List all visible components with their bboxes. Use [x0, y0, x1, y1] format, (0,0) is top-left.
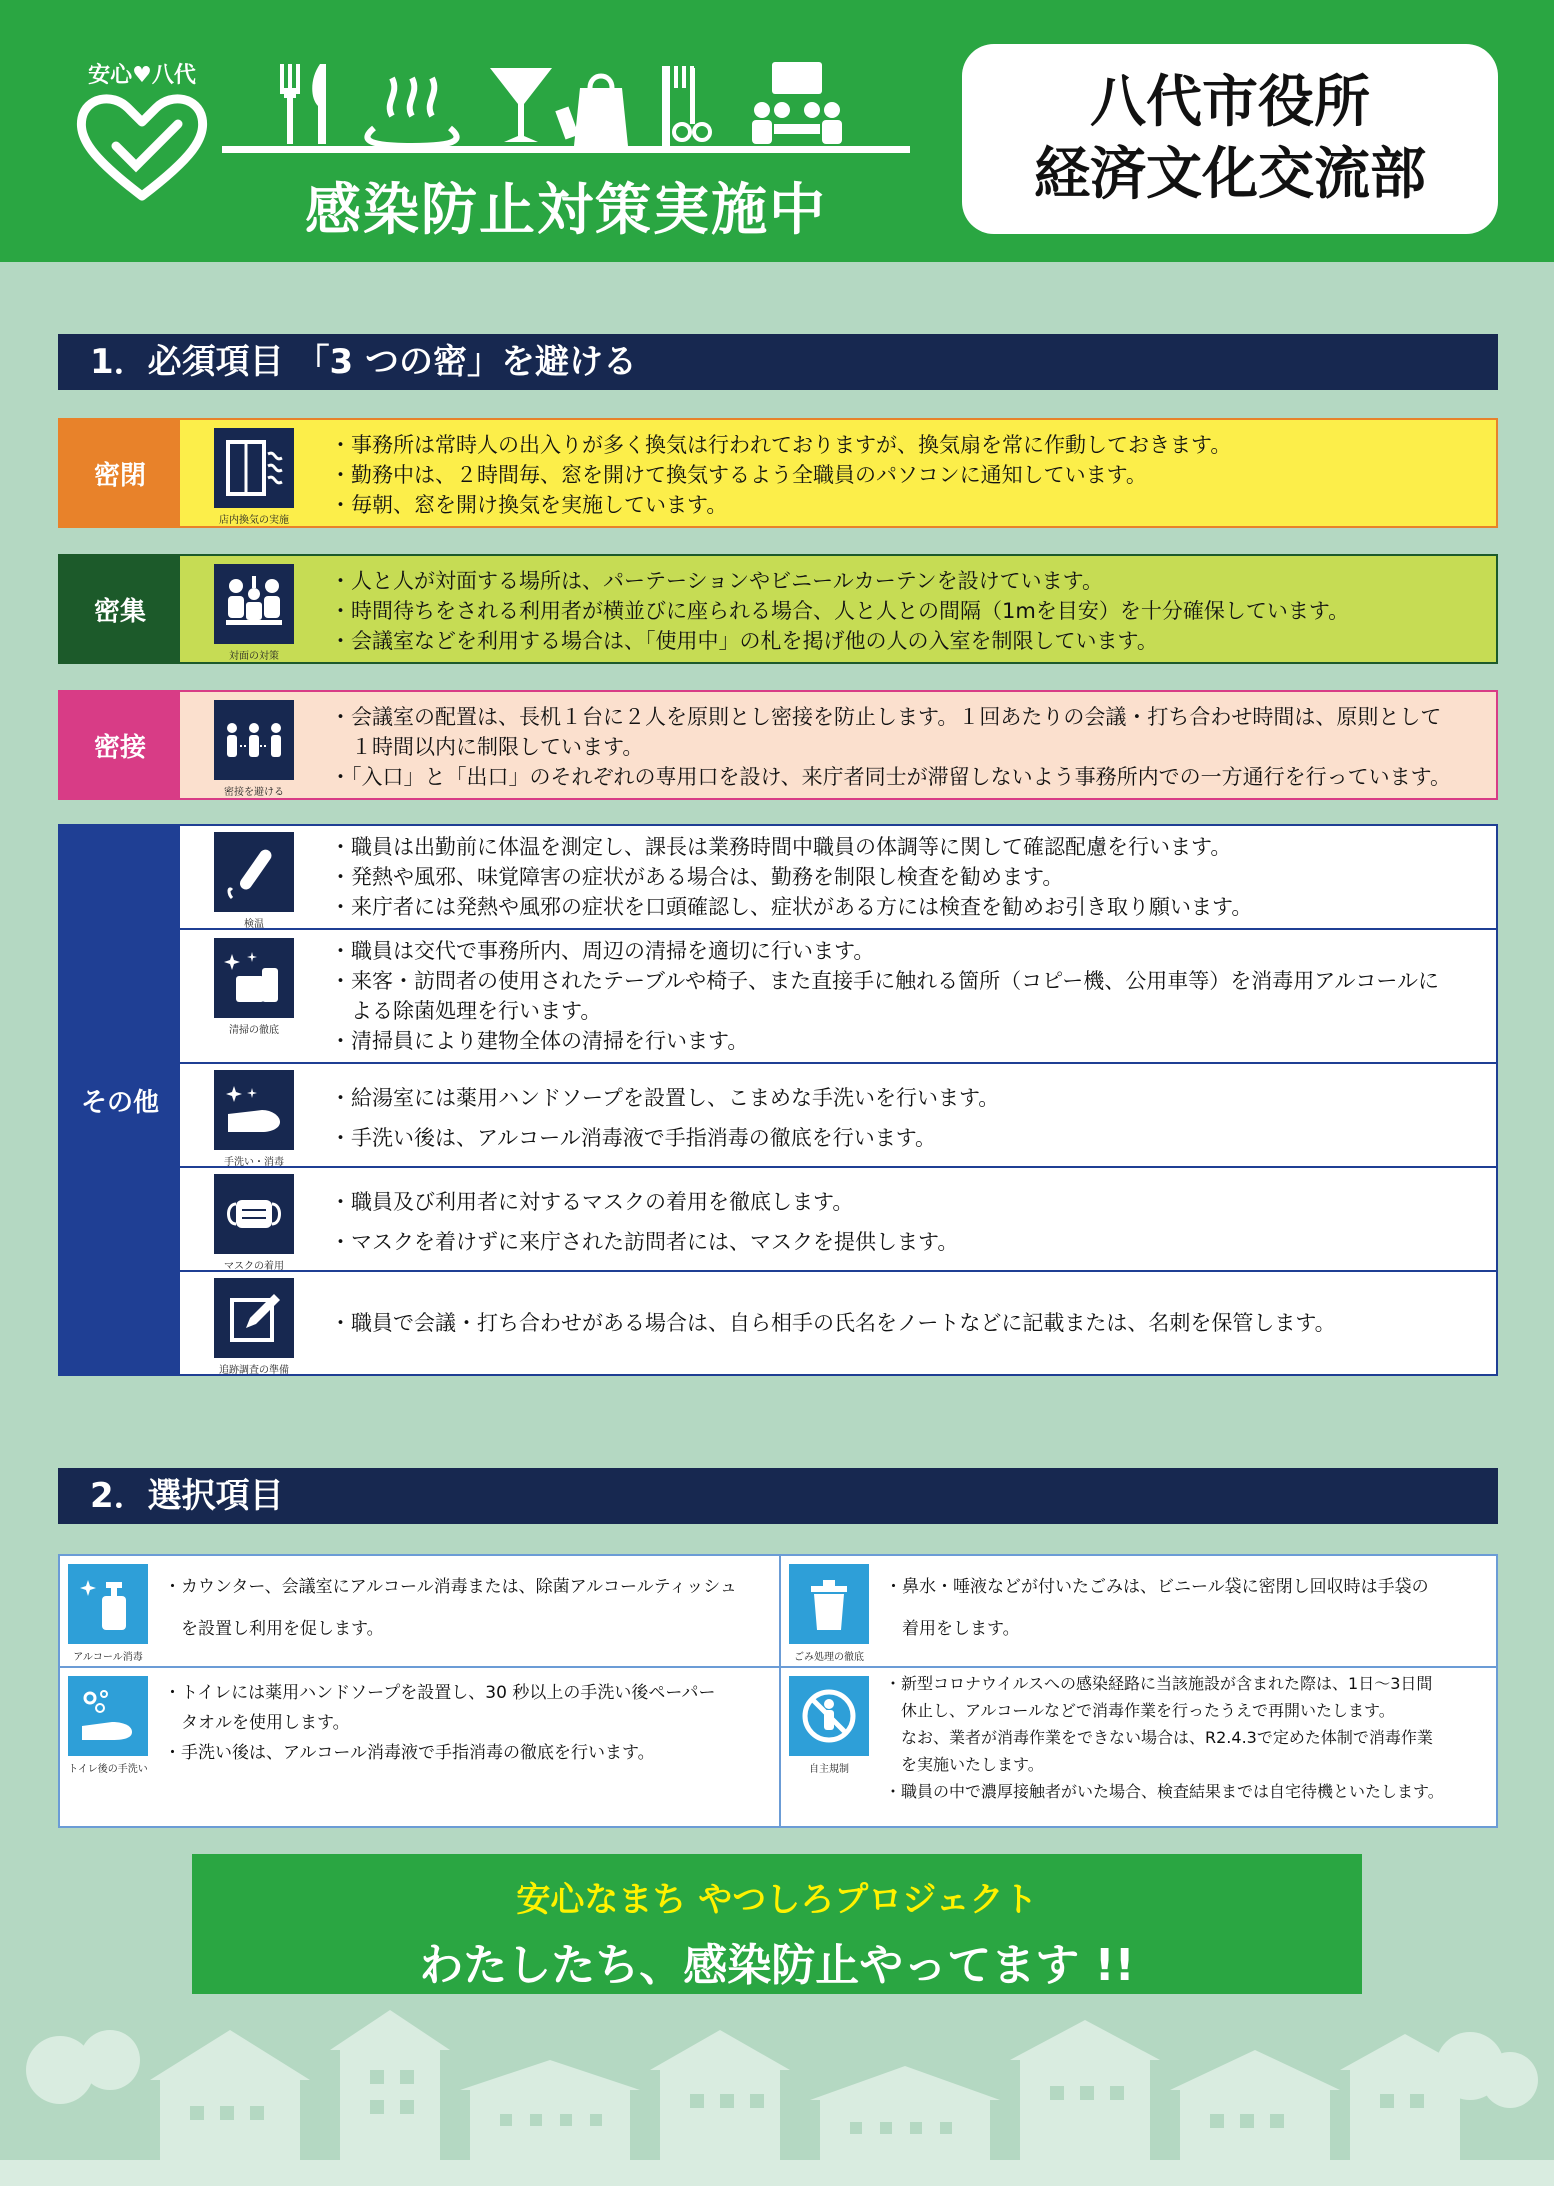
sonota-label: その他 [60, 826, 180, 1374]
alcohol-caption: アルコール消毒 [73, 1652, 143, 1663]
no-entry-person-icon [789, 1676, 869, 1756]
mippei-label: 密閉 [60, 420, 180, 526]
missetsu-line: ・会議室の配置は、長机１台に２人を原則とし密接を防止します。１回あたりの会議・打ち合わせ時間は、原則として [330, 705, 1442, 729]
garbage-caption: ごみ処理の徹底 [794, 1652, 864, 1663]
self-restraint-text [885, 1670, 1496, 1805]
alcohol-bottle-icon [68, 1564, 148, 1644]
handwash-line: ・手洗い後は、アルコール消毒液で手指消毒の徹底を行います。 [330, 1126, 937, 1150]
misshu-icon-caption: 対面の対策 [229, 651, 279, 662]
mask-line: ・職員及び利用者に対するマスクの着用を徹底します。 [330, 1190, 854, 1214]
misshu-box [58, 554, 1498, 664]
sonota-row-tracing [180, 1272, 1496, 1376]
self-restraint-caption: 自主規制 [809, 1764, 849, 1775]
cleaning-line: ・職員は交代で事務所内、周辺の清掃を適切に行います。 [330, 939, 875, 963]
office-box [962, 44, 1498, 234]
toilet-line: ・手洗い後は、アルコール消毒液で手指消毒の徹底を行います。 [164, 1743, 655, 1763]
missetsu-label: 密接 [60, 692, 180, 798]
tracing-icon-block [186, 1278, 322, 1376]
self-restraint-line: なお、業者が消毒作業をできない場合は、R2.4.3で定めた体制で消毒作業 [885, 1728, 1433, 1747]
trash-can-icon [789, 1564, 869, 1644]
option-self-restraint [781, 1668, 1500, 1828]
self-restraint-line: を実施いたします。 [885, 1755, 1044, 1774]
misshu-line: ・時間待ちをされる利用者が横並びに座られる場合、人と人との間隔（1mを目安）を十分確保しています。 [330, 599, 1350, 623]
misshu-label: 密集 [60, 556, 180, 662]
header-divider [222, 146, 910, 153]
mippei-icon-block [186, 428, 322, 526]
temperature-text [330, 832, 1490, 922]
cleaning-caption: 清掃の徹底 [229, 1025, 279, 1036]
temperature-line: ・発熱や風邪、味覚障害の症状がある場合は、勤務を制限し検査を勧めます。 [330, 865, 1064, 889]
missetsu-box [58, 690, 1498, 800]
mask-caption: マスクの着用 [224, 1261, 284, 1272]
fork-knife-icon [280, 64, 326, 144]
toilet-caption: トイレ後の手洗い [68, 1764, 148, 1775]
garbage-line: 着用をします。 [885, 1619, 1020, 1639]
mask-line: ・マスクを着けずに来庁された訪問者には、マスクを提供します。 [330, 1230, 959, 1254]
alcohol-line: ・カウンター、会議室にアルコール消毒または、除菌アルコールティッシュ [164, 1577, 737, 1597]
mask-icon-block [186, 1174, 322, 1272]
tracing-text [330, 1308, 1490, 1338]
heart-check-icon [72, 88, 212, 208]
cleaning-line: ・清掃員により建物全体の清掃を行います。 [330, 1029, 749, 1053]
tracing-line: ・職員で会議・打ち合わせがある場合は、自ら相手の氏名をノートなどに記載または、名刺を保管します。 [330, 1311, 1336, 1335]
cleaning-icon-block [186, 938, 322, 1036]
soap-bubbles-icon [68, 1676, 148, 1756]
office-name-line1: 八代市役所 [1090, 70, 1370, 135]
project-banner [192, 1854, 1362, 1994]
alcohol-line: を設置し利用を促します。 [164, 1619, 384, 1639]
face-to-face-icon [214, 564, 294, 644]
facility-icons-row [262, 58, 862, 148]
shopping-bag-icon [555, 76, 628, 146]
self-restraint-line: 休止し、アルコールなどで消毒作業を行ったうえで再開いたします。 [885, 1701, 1395, 1720]
mippei-line: ・毎朝、窓を開け換気を実施しています。 [330, 493, 728, 517]
cleaning-line: よる除菌処理を行います。 [330, 999, 602, 1023]
handwash-line: ・給湯室には薬用ハンドソープを設置し、こまめな手洗いを行います。 [330, 1086, 1000, 1110]
handwash-text [330, 1078, 1490, 1158]
section2-heading: 2．選択項目 [58, 1468, 1498, 1524]
option-toilet-handwash [60, 1668, 779, 1828]
toilet-text [164, 1678, 775, 1768]
cleaning-line: ・来客・訪問者の使用されたテーブルや椅子、また直接手に触れる箇所（コピー機、公用車等）を消毒用アルコールに [330, 969, 1440, 993]
page-title: 感染防止対策実施中 [305, 178, 827, 243]
handwash-caption: 手洗い・消毒 [224, 1157, 284, 1168]
sonota-box [58, 824, 1498, 1376]
thermometer-icon [214, 832, 294, 912]
section1-heading: 1．必須項目 「3 つの密」を避ける [58, 334, 1498, 390]
self-restraint-line: ・新型コロナウイルスへの感染経路に当該施設が含まれた際は、1日～3日間 [885, 1674, 1433, 1693]
cocktail-glass-icon [490, 68, 552, 142]
banner-slogan: わたしたち、感染防止やってます !! [419, 1940, 1135, 1991]
sonota-row-handwash [180, 1064, 1496, 1168]
misshu-line: ・人と人が対面する場所は、パーテーションやビニールカーテンを設けています。 [330, 569, 1104, 593]
temperature-line: ・来庁者には発熱や風邪の症状を口頭確認し、症状がある方には検査を勧めお引き取り願います。 [330, 895, 1253, 919]
hand-disinfect-icon [214, 1070, 294, 1150]
toilet-line: ・トイレには薬用ハンドソープを設置し、30 秒以上の手洗い後ペーパー [164, 1683, 716, 1703]
logo [72, 58, 212, 208]
mask-text [330, 1182, 1490, 1262]
mippei-line: ・勤務中は、２時間毎、窓を開けて換気するよう全職員のパソコンに通知しています。 [330, 463, 1147, 487]
tracing-caption: 追跡調査の準備 [219, 1365, 289, 1376]
mippei-box [58, 418, 1498, 528]
missetsu-icon-caption: 密接を避ける [224, 787, 284, 798]
mippei-text [330, 430, 1490, 520]
meeting-icon [752, 62, 842, 144]
handwash-icon-block [186, 1070, 322, 1168]
window-ventilation-icon [214, 428, 294, 508]
pen-note-icon [214, 1278, 294, 1358]
townscape-illustration [0, 2010, 1554, 2186]
self-restraint-line: ・職員の中で濃厚接触者がいた場合、検査結果までは自宅待機といたします。 [885, 1782, 1444, 1801]
sonota-row-mask [180, 1168, 1496, 1272]
temperature-caption: 検温 [244, 919, 264, 930]
misshu-icon-block [186, 564, 322, 662]
cleaning-text [330, 936, 1490, 1056]
alcohol-text [164, 1566, 775, 1650]
missetsu-line: ・「入口」と「出口」のそれぞれの専用口を設け、来庁者同士が滞留しないよう事務所内での一方通行を行っています。 [330, 765, 1451, 789]
onsen-icon [367, 78, 456, 146]
missetsu-line: １時間以内に制限しています。 [330, 735, 644, 759]
sonota-row-cleaning [180, 930, 1496, 1064]
temperature-line: ・職員は出勤前に体温を測定し、課長は業務時間中職員の体調等に関して確認配慮を行います。 [330, 835, 1232, 859]
garbage-line: ・鼻水・唾液などが付いたごみは、ビニール袋に密閉し回収時は手袋の [885, 1577, 1429, 1597]
garbage-text [885, 1566, 1496, 1650]
misshu-line: ・会議室などを利用する場合は、「使用中」の札を掲げ他の人の入室を制限しています。 [330, 629, 1158, 653]
mippei-line: ・事務所は常時人の出入りが多く換気は行われておりますが、換気扇を常に作動しておきます。 [330, 433, 1232, 457]
logo-text: 安心♥八代 [88, 63, 196, 88]
cleaning-hand-icon [214, 938, 294, 1018]
sonota-row-temperature [180, 826, 1496, 930]
temperature-icon-block [186, 832, 322, 930]
mippei-icon-caption: 店内換気の実施 [219, 515, 289, 526]
distancing-people-icon [214, 700, 294, 780]
comb-scissors-icon [662, 66, 710, 146]
header-band [0, 0, 1554, 262]
face-mask-icon [214, 1174, 294, 1254]
missetsu-text [330, 702, 1490, 792]
office-name-line2: 経済文化交流部 [1034, 142, 1426, 207]
missetsu-icon-block [186, 700, 322, 798]
toilet-line: タオルを使用します。 [164, 1713, 350, 1733]
banner-project-name: 安心なまち やつしろプロジェクト [516, 1880, 1038, 1920]
optional-items-box [58, 1554, 1498, 1828]
misshu-text [330, 566, 1490, 656]
